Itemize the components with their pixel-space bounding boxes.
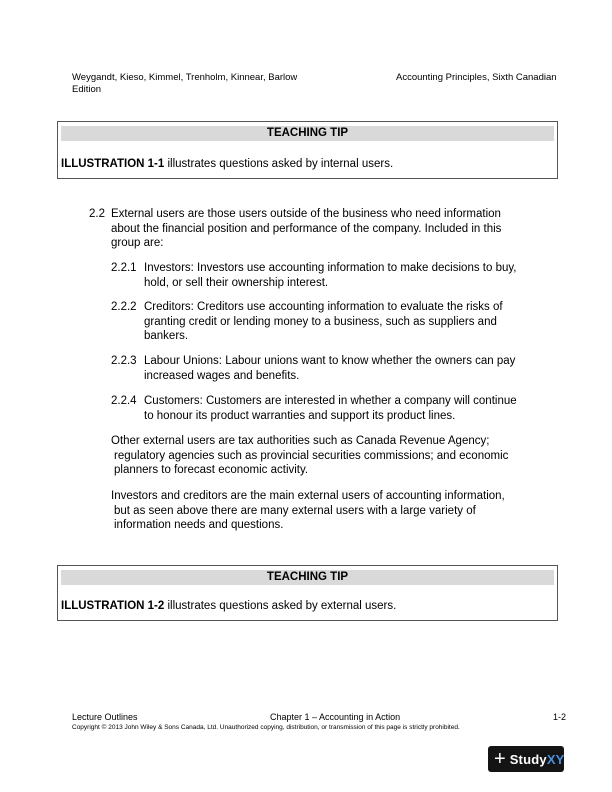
paragraph-line: but as seen above there are many external users with a large variety of: [114, 504, 476, 517]
item-investors: [144, 261, 516, 290]
item-labour-unions: [144, 354, 515, 383]
other-users-paragraph: [111, 434, 508, 478]
header-authors-line2: Edition: [72, 84, 102, 95]
item-number-labour-unions: 2.2.3: [111, 355, 137, 367]
header-authors: [72, 72, 297, 96]
illustration-ref-1: ILLUSTRATION 1-1: [61, 158, 165, 170]
section-intro: [111, 207, 501, 251]
item-line: bankers.: [144, 330, 189, 342]
paragraph-line: Investors and creditors are the main external users of accounting information,: [111, 490, 505, 502]
item-creditors: [144, 300, 503, 344]
illustration-desc-2: illustrates questions asked by external users.: [164, 600, 397, 612]
item-number-creditors: 2.2.2: [111, 301, 137, 313]
paragraph-line: information needs and questions.: [114, 519, 284, 531]
brand-main: Study: [509, 751, 547, 767]
item-line: increased wages and benefits.: [144, 369, 300, 382]
teaching-tip-heading-1: TEACHING TIP: [61, 126, 554, 141]
brand-name: [510, 752, 565, 767]
teaching-tip-box-2: [57, 565, 558, 621]
teaching-tip-box-1: [57, 121, 558, 179]
item-line: Investors: Investors use accounting information to make decisions to buy,: [144, 262, 517, 274]
paragraph-line: Other external users are tax authorities such as Canada Revenue Agency;: [111, 435, 490, 447]
item-line: hold, or sell their ownership interest.: [144, 276, 329, 289]
teaching-tip-heading-2: TEACHING TIP: [61, 570, 554, 585]
item-number-customers: 2.2.4: [111, 395, 137, 407]
teaching-tip-text-1: [61, 158, 393, 170]
paragraph-line: planners to forecast economic activity.: [114, 464, 309, 476]
section-intro-line: group are:: [111, 237, 164, 249]
teaching-tip-text-2: [61, 600, 396, 612]
item-number-investors: 2.2.1: [111, 262, 137, 274]
item-line: Labour Unions: Labour unions want to know whether the owners can pay: [144, 355, 516, 367]
item-customers: [144, 394, 517, 423]
item-line: Customers: Customers are interested in whether a company will continue: [144, 395, 517, 407]
section-intro-line: about the financial position and performance of the company. Included in this: [111, 222, 502, 235]
item-line: granting credit or lending money to a business, such as suppliers and: [144, 315, 497, 328]
plus-icon: +: [494, 748, 506, 770]
main-users-paragraph: [111, 489, 505, 533]
footer-left: Lecture Outlines: [72, 712, 138, 722]
paragraph-line: regulatory agencies such as provincial securities commissions; and economic: [114, 449, 509, 462]
header-authors-line1: Weygandt, Kieso, Kimmel, Trenholm, Kinnear, Barlow: [72, 72, 298, 83]
brand-accent: XY: [546, 751, 565, 767]
illustration-desc-1: illustrates questions asked by internal users.: [164, 158, 394, 170]
header-book-title: Accounting Principles, Sixth Canadian: [396, 72, 557, 83]
item-line: Creditors: Creditors use accounting information to evaluate the risks of: [144, 301, 503, 313]
section-number: 2.2: [89, 208, 105, 220]
studyxy-badge[interactable]: [488, 746, 564, 772]
illustration-ref-2: ILLUSTRATION 1-2: [61, 600, 165, 612]
footer-chapter: Chapter 1 – Accounting in Action: [270, 712, 401, 722]
footer-page-number: 1-2: [553, 712, 567, 722]
footer-copyright: Copyright © 2013 John Wiley & Sons Canada, Ltd. Unauthorized copying, distribution, or transmission of this page is strictly prohibited.: [72, 724, 460, 731]
section-intro-line: External users are those users outside of the business who need information: [111, 208, 501, 220]
item-line: to honour its product warranties and support its product lines.: [144, 409, 456, 422]
